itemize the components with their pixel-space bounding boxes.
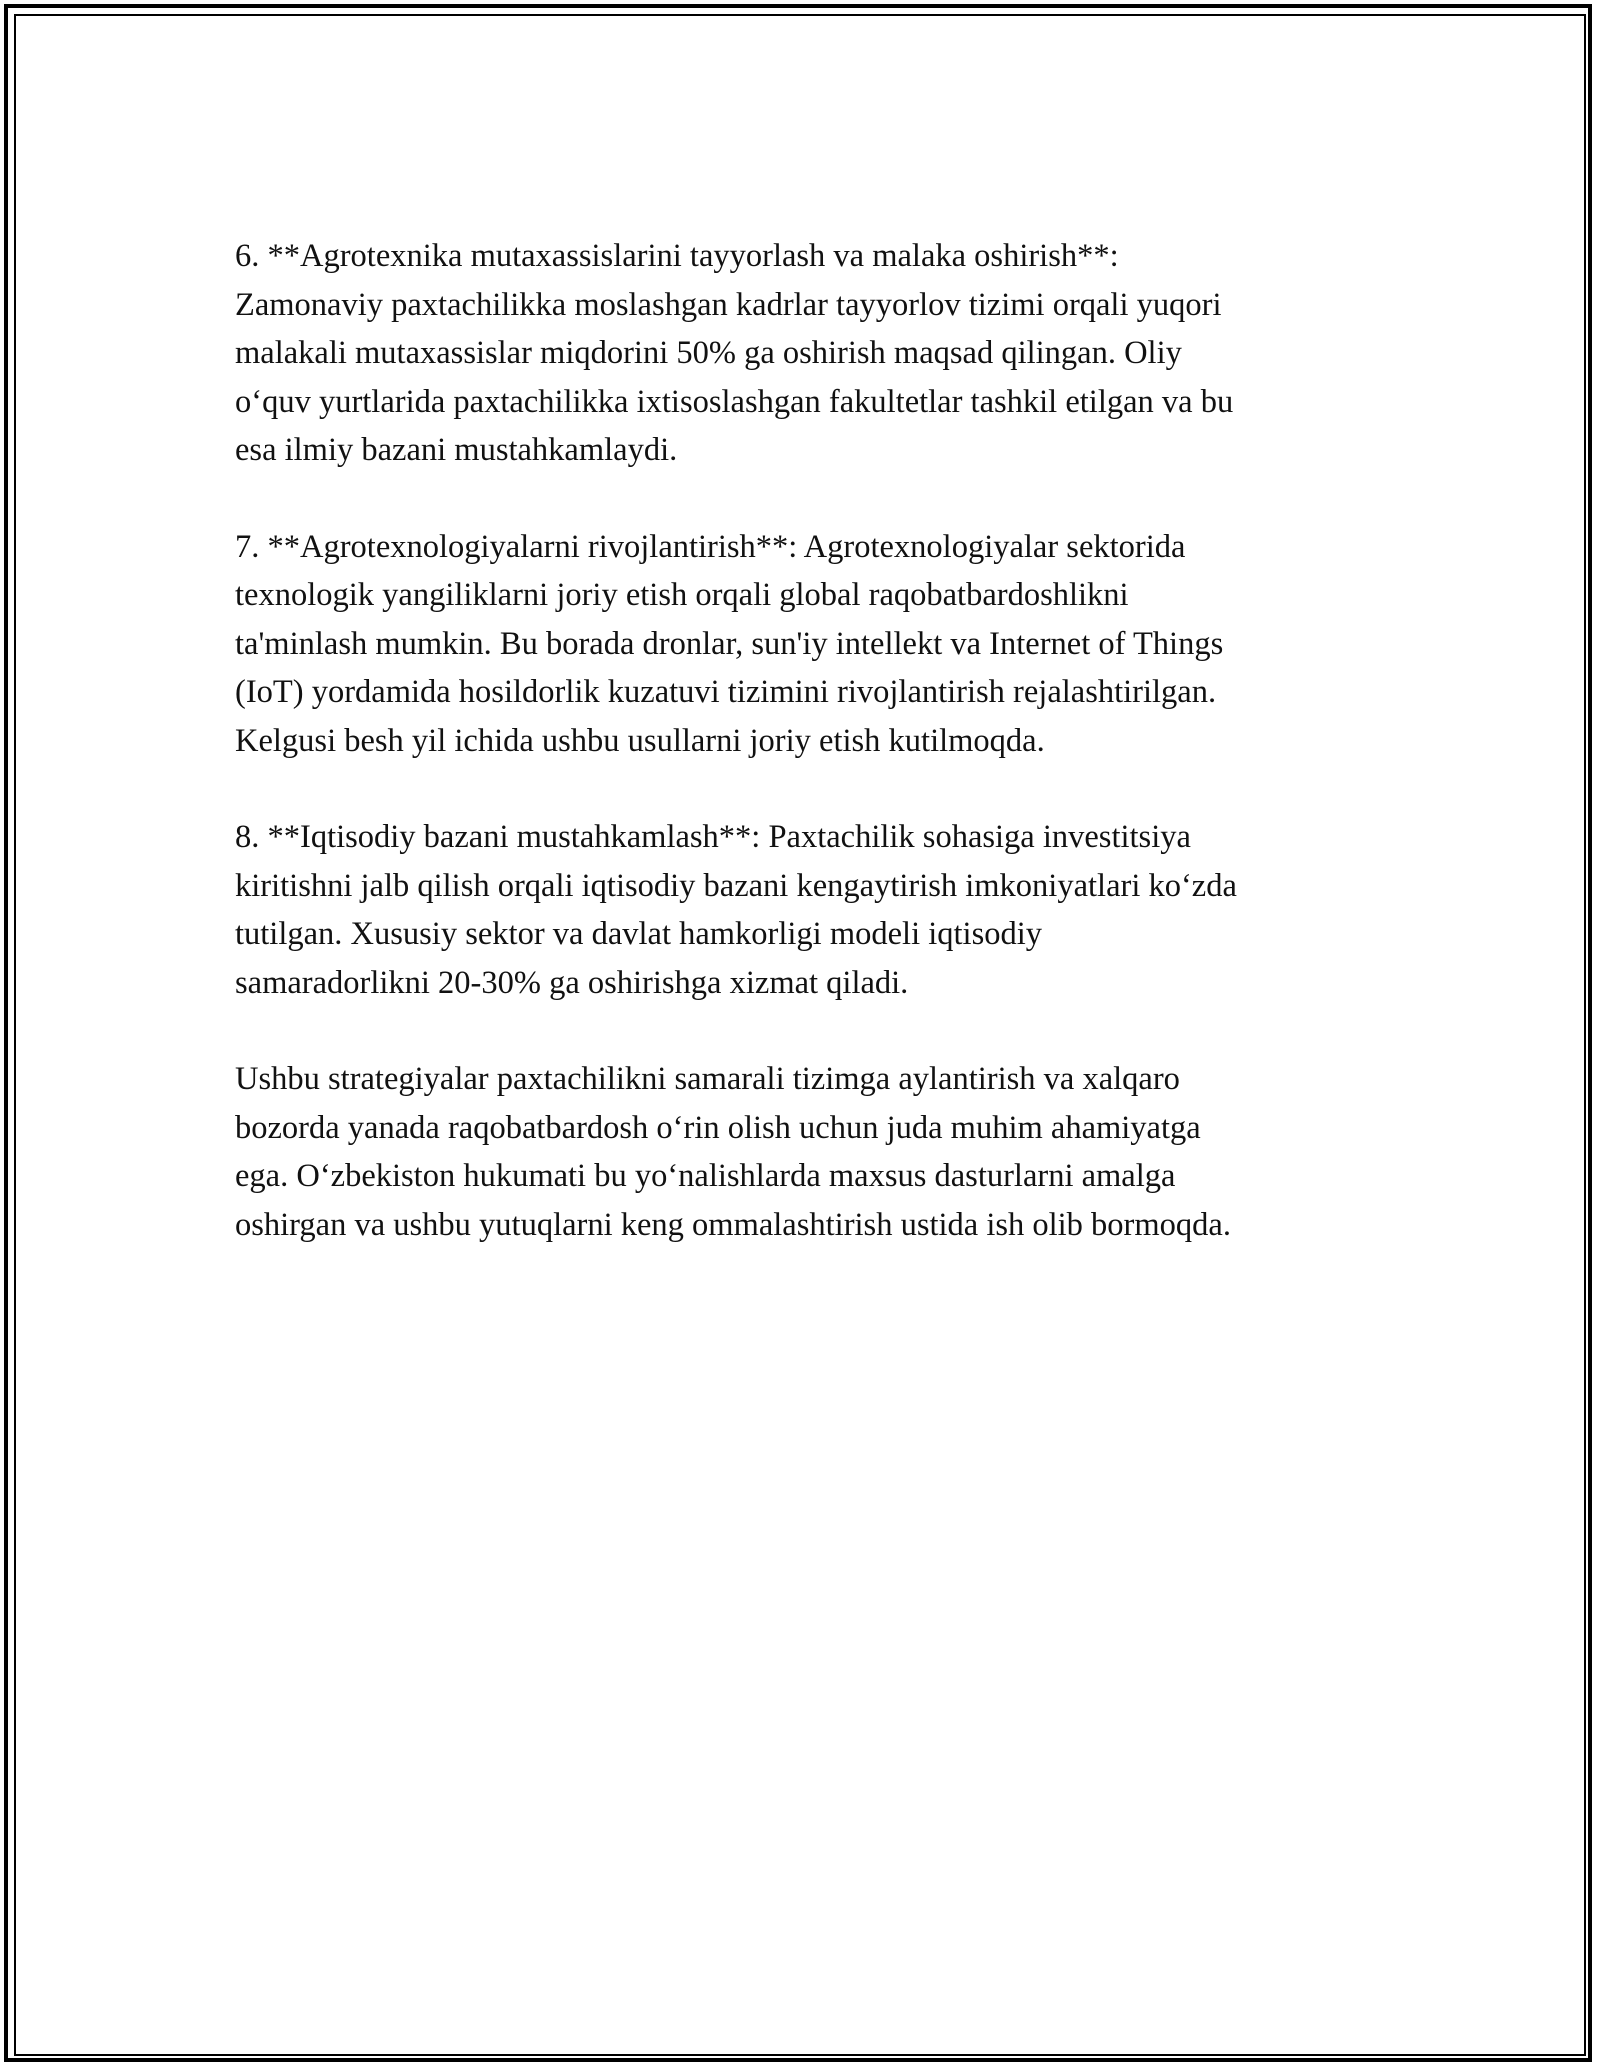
document-body (235, 232, 1375, 1297)
paragraph-conclusion: Ushbu strategiyalar paxtachilikni samarali tizimga aylantirish va xalqaro bozorda yanada raqobatbardosh o‘rin olish uchun juda muhim ahamiyatga ega. O‘zbekiston hukumati bu yo‘nalishlarda maxsus dasturlarni amalga oshirgan va ushbu yutuqlarni keng ommalashtirish ustida ish olib bormoqda. (235, 1061, 1231, 1243)
paragraph-strategy-7: 7. **Agrotexnologiyalarni rivojlantirish**: Agrotexnologiyalar sektorida texnologik yangiliklarni joriy etish orqali global raqobatbardoshlikni ta'minlash mumkin. Bu borada dronlar, sun'iy intellekt va Internet of Things (IoT) yordamida hosildorlik kuzatuvi tizimini rivojlantirish rejalashtirilgan. Kelgusi besh yil ichida ushbu usullarni joriy etish kutilmoqda. (235, 528, 1224, 759)
paragraph-strategy-8: 8. **Iqtisodiy bazani mustahkamlash**: Paxtachilik sohasiga investitsiya kiritishni jalb qilish orqali iqtisodiy bazani kengaytirish imkoniyatlari ko‘zda tutilgan. Xususiy sektor va davlat hamkorligi modeli iqtisodiy samaradorlikni 20-30% ga oshirishga xizmat qiladi. (235, 819, 1237, 1001)
paragraph-strategy-6: 6. **Agrotexnika mutaxassislarini tayyorlash va malaka oshirish**: Zamonaviy paxtachilikka moslashgan kadrlar tayyorlov tizimi orqali yuqori malakali mutaxassislar miqdorini 50% ga oshirish maqsad qilingan. Oliy o‘quv yurtlarida paxtachilikka ixtisoslashgan fakultetlar tashkil etilgan va bu esa ilmiy bazani mustahkamlaydi. (235, 238, 1234, 468)
